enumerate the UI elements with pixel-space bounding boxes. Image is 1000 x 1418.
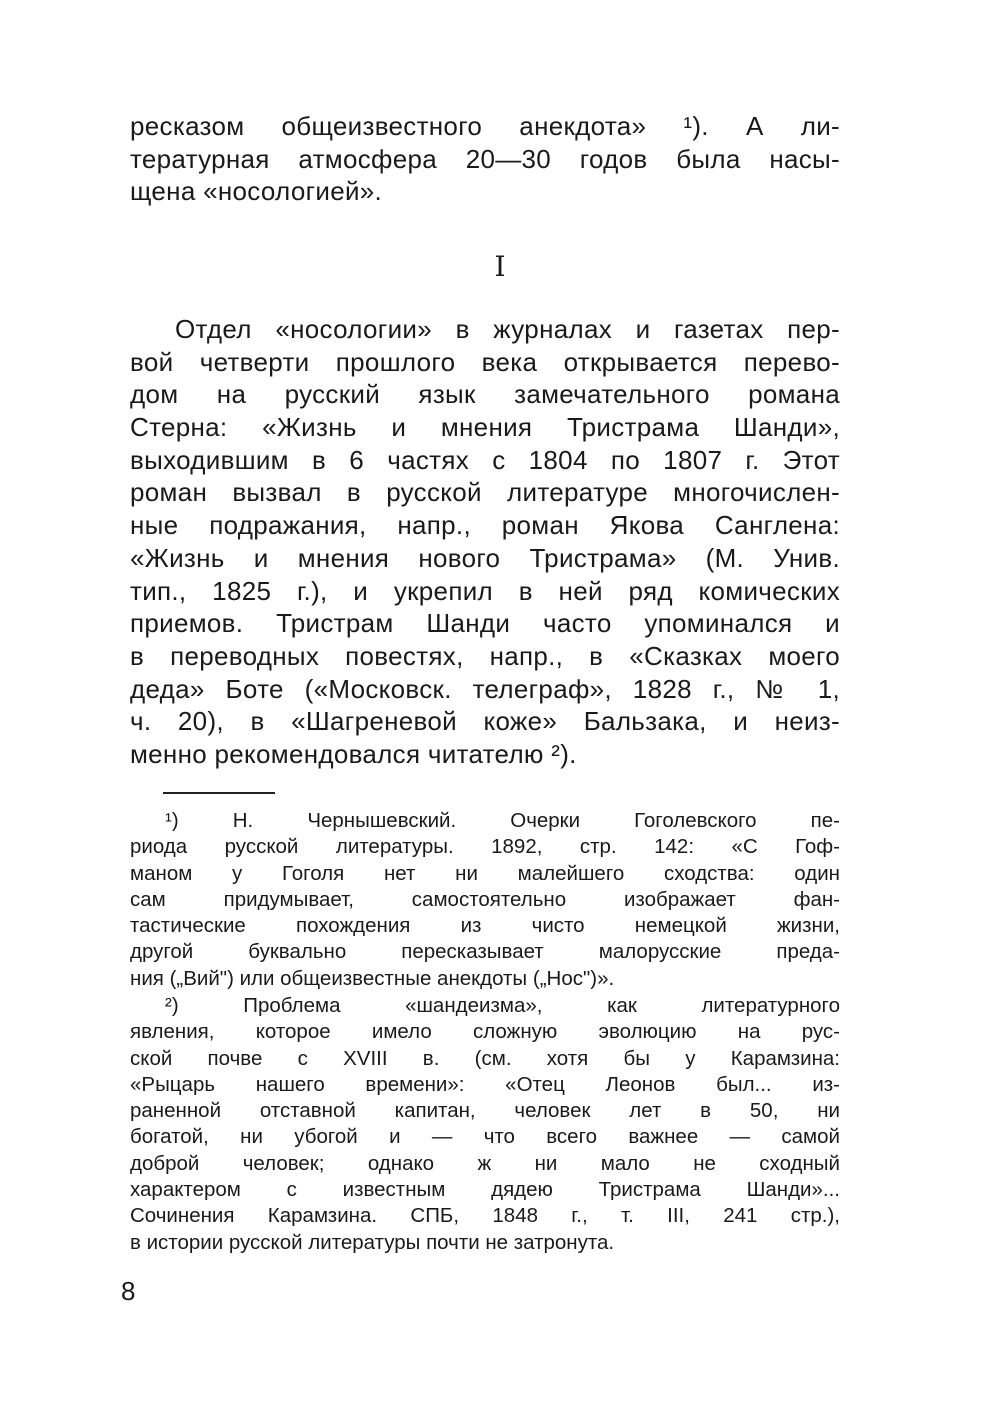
- text-line: раненной отставной капитан, человек лет в 50, ни: [130, 1099, 840, 1123]
- text-line: дом на русский язык замечательного романа: [130, 379, 840, 410]
- text-line: ¹) Н. Чернышевский. Очерки Гоголевского пе-: [165, 809, 840, 832]
- text-line: ния („Вий") или общеизвестные анекдоты („Нос")».: [130, 966, 615, 990]
- text-line: тип., 1825 г.), и укрепил в ней ряд комических: [130, 575, 840, 606]
- text-line: характером с известным дядею Тристрама Шанди»...: [130, 1178, 840, 1202]
- text-line: богатой, ни убогой и — что всего важнее — самой: [130, 1125, 840, 1149]
- footnote-2: [130, 993, 840, 1256]
- text-line: доброй человек; однако ж ни мало не сходный: [130, 1151, 840, 1175]
- text-line: выходившим в 6 частях с 1804 по 1807 г. Этот: [130, 444, 840, 475]
- text-line: сам придумывает, самостоятельно изображает фан-: [130, 887, 840, 911]
- page-number: 8: [121, 1276, 136, 1306]
- text-line: ской почве с XVIII в. (см. хотя бы у Карамзина:: [130, 1046, 840, 1070]
- text-line: ч. 20), в «Шагреневой коже» Бальзака, и неиз-: [130, 706, 840, 737]
- text-line: тературная атмосфера 20—30 годов была насы-: [130, 143, 840, 174]
- text-line: щена «носологией».: [130, 176, 383, 207]
- text-line: маном у Гоголя нет ни малейшего сходства: один: [130, 861, 840, 885]
- text-line: роман вызвал в русской литературе многочислен-: [130, 477, 840, 508]
- intro-paragraph: [130, 110, 840, 208]
- footnote-1: [130, 808, 840, 992]
- text-line: ресказом общеизвестного анекдота» ¹). А ли-: [130, 111, 840, 141]
- text-line: Стерна: «Жизнь и мнения Тристрама Шанди»,: [130, 412, 840, 443]
- body-paragraph: [130, 313, 840, 771]
- section-heading: I: [494, 250, 506, 283]
- text-line: менно рекомендовался читателю ²).: [130, 738, 577, 769]
- text-line: другой буквально пересказывает малорусские преда-: [130, 940, 840, 964]
- text-line: в переводных повестях, напр., в «Сказках моего: [130, 640, 840, 671]
- text-line: риода русской литературы. 1892, стр. 142: «С Гоф-: [130, 835, 840, 859]
- text-line: «Рыцарь нашего времени»: «Отец Леонов был... из-: [130, 1072, 840, 1096]
- text-line: Отдел «носологии» в журналах и газетах пер-: [175, 314, 840, 344]
- text-line: Сочинения Карамзина. СПБ, 1848 г., т. III, 241 стр.),: [130, 1204, 840, 1228]
- text-line: вой четверти прошлого века открывается перево-: [130, 346, 840, 377]
- text-line: «Жизнь и мнения нового Тристрама» (М. Унив.: [130, 542, 840, 573]
- footnote-divider: [163, 792, 275, 794]
- text-line: ные подражания, напр., роман Якова Санглена:: [130, 510, 840, 541]
- text-line: явления, которое имело сложную эволюцию на рус-: [130, 1020, 840, 1044]
- text-line: в истории русской литературы почти не затронута.: [130, 1230, 615, 1254]
- text-line: тастические похождения из чисто немецкой жизни,: [130, 914, 840, 938]
- text-line: приемов. Тристрам Шанди часто упоминался и: [130, 608, 840, 639]
- text-line: деда» Боте («Московск. телеграф», 1828 г., № 1,: [130, 673, 840, 704]
- text-line: ²) Проблема «шандеизма», как литературного: [165, 994, 840, 1017]
